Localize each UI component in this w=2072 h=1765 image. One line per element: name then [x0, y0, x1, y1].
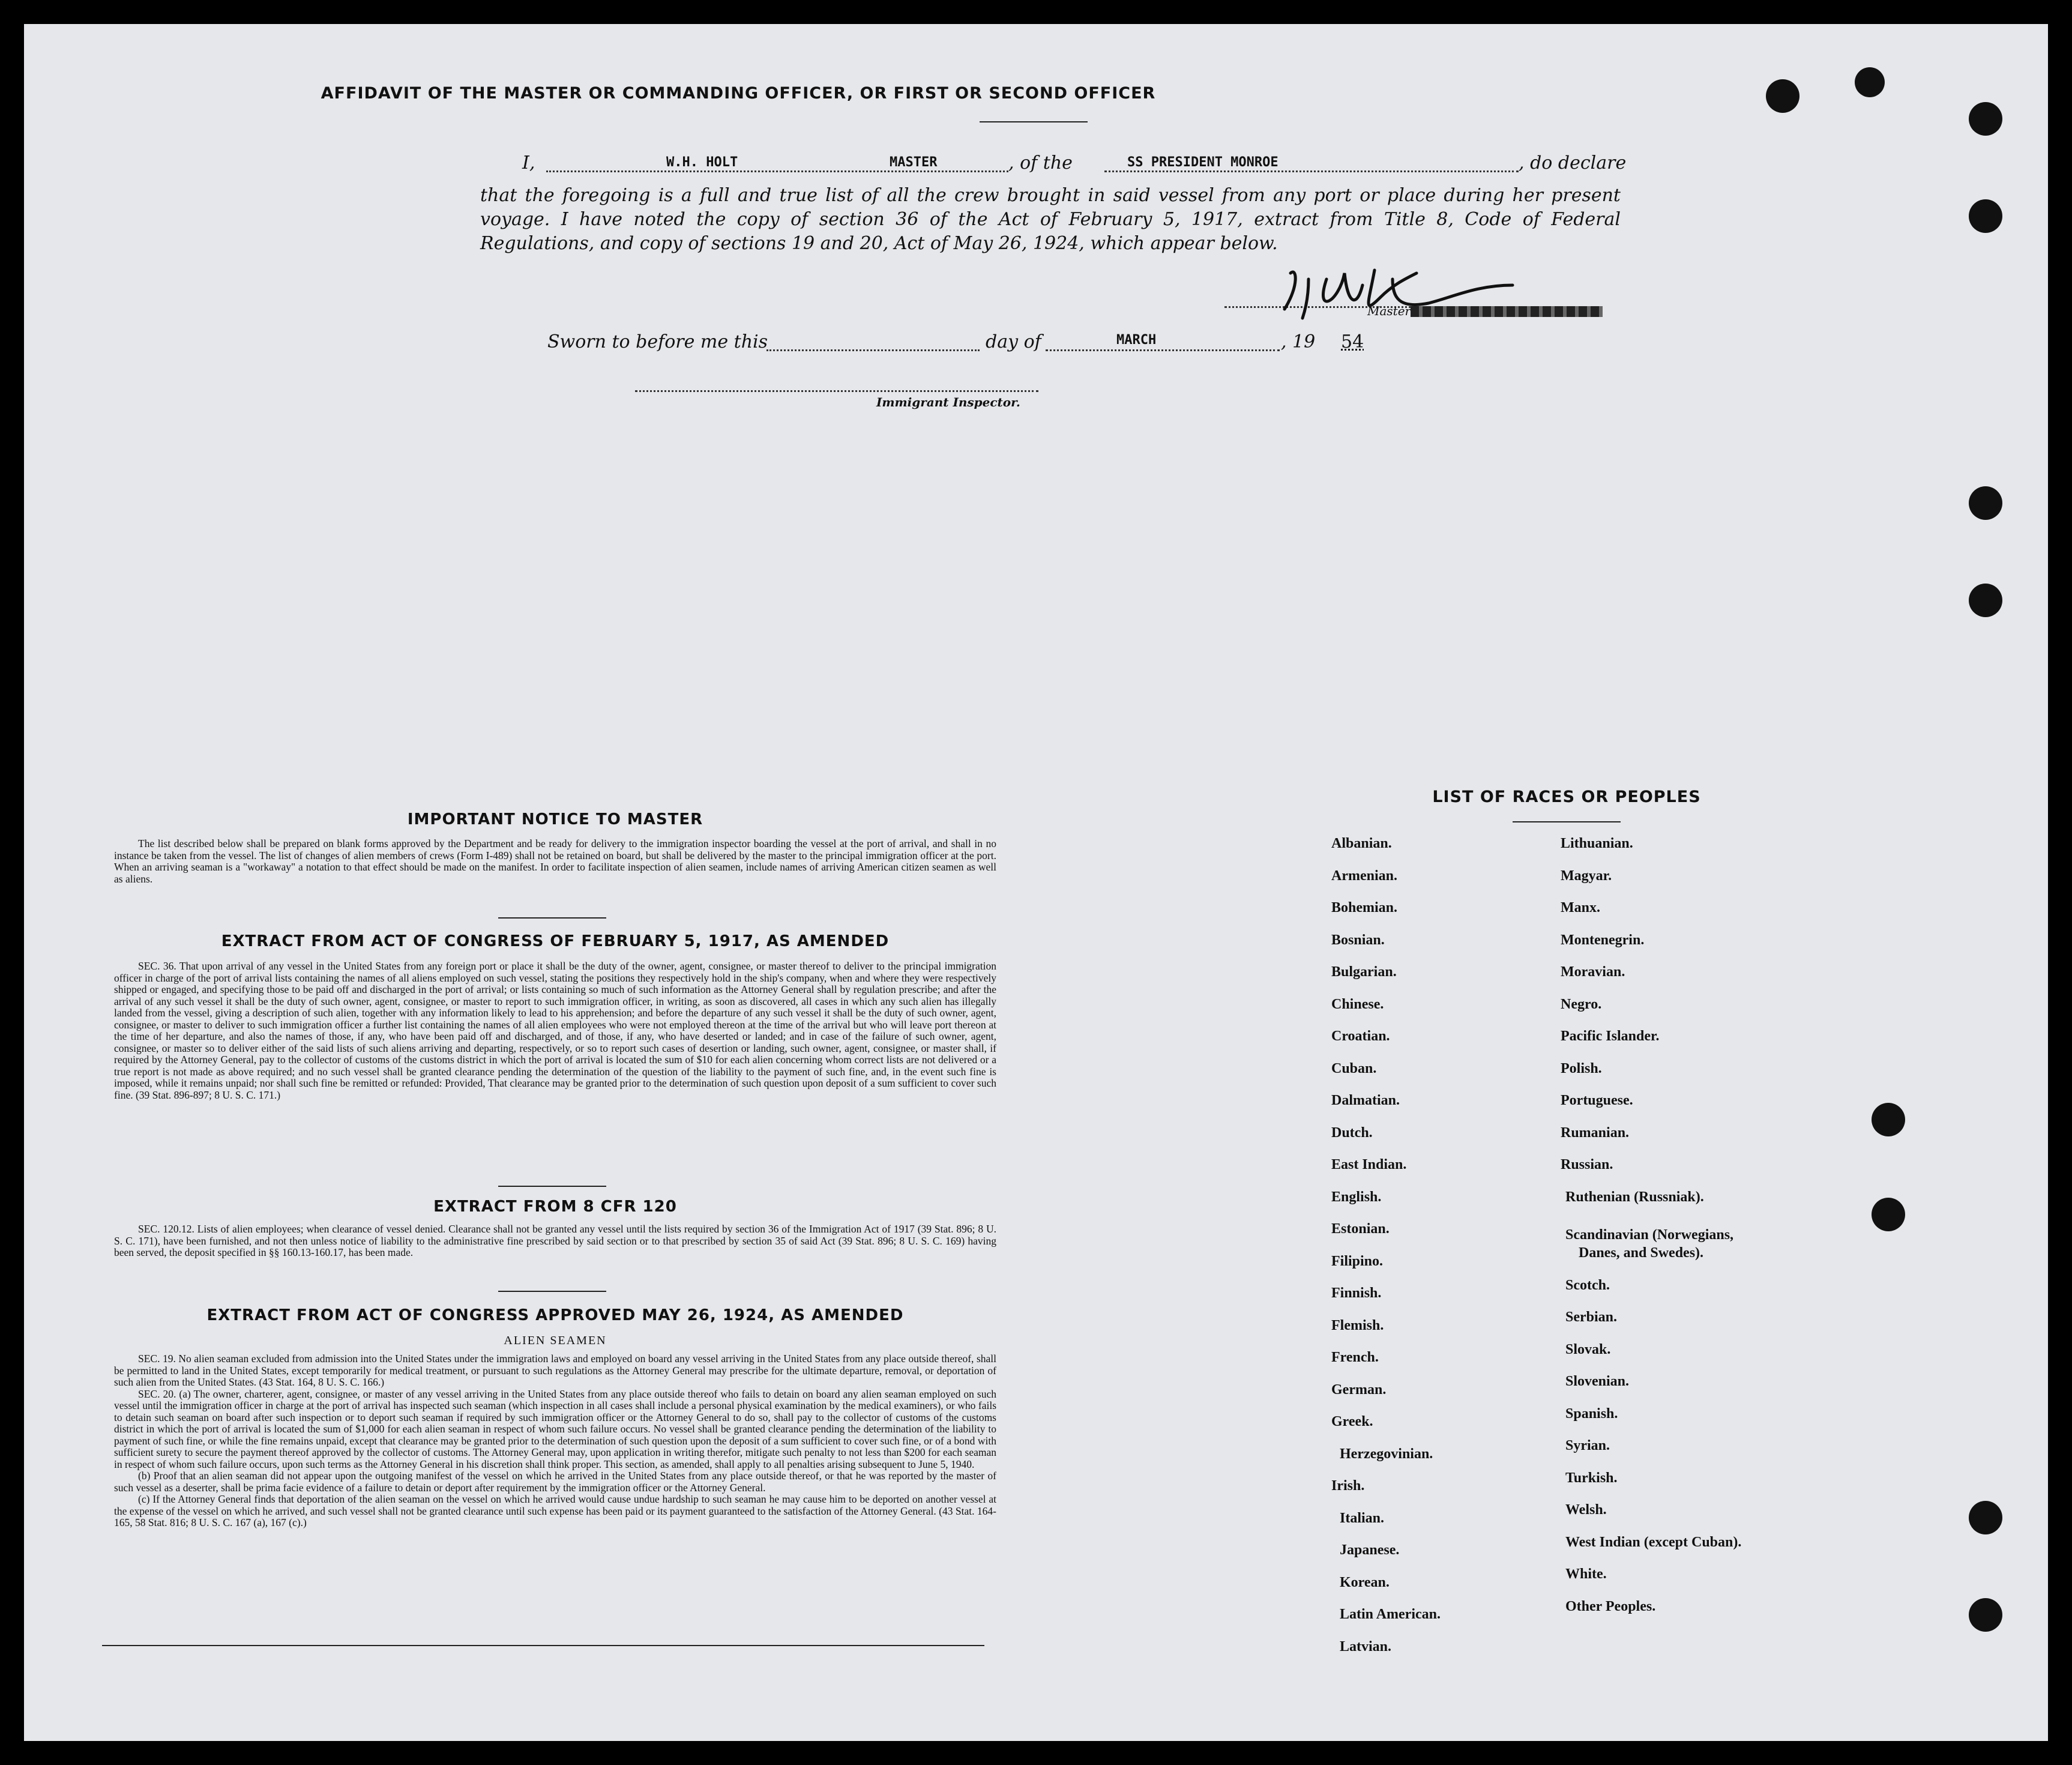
race-item: Serbian.	[1565, 1309, 1618, 1325]
race-item: Manx.	[1561, 900, 1600, 916]
day-of-label: day of	[986, 331, 1041, 352]
affidavit-title: AFFIDAVIT OF THE MASTER OR COMMANDING OFFICER, OR FIRST OR SECOND OFFICER	[321, 84, 1156, 103]
race-item: Herzegovinian.	[1340, 1446, 1433, 1462]
race-item: Latvian.	[1340, 1638, 1392, 1655]
race-item: Bulgarian.	[1331, 964, 1397, 980]
cfr-title: EXTRACT FROM 8 CFR 120	[433, 1198, 677, 1216]
race-item: Italian.	[1340, 1510, 1385, 1526]
section-rule	[498, 917, 606, 919]
race-item: Dutch.	[1331, 1124, 1373, 1141]
title-rule	[980, 121, 1088, 122]
race-item: East Indian.	[1331, 1157, 1407, 1172]
vessel-dotted-line	[1104, 170, 1519, 172]
race-item: Montenegrin.	[1561, 932, 1645, 948]
race-item: Bosnian.	[1331, 932, 1385, 948]
punch-hole	[1969, 584, 2002, 617]
race-item: Filipino.	[1331, 1253, 1384, 1269]
punch-hole	[1766, 79, 1799, 113]
race-item: Slovenian.	[1565, 1374, 1630, 1389]
race-item: Japanese.	[1340, 1542, 1400, 1558]
year-value: 54	[1341, 331, 1364, 352]
race-item: Bohemian.	[1331, 900, 1398, 916]
day-dotted-line	[766, 349, 980, 351]
punch-hole	[1969, 199, 2002, 233]
month-value: MARCH	[1116, 333, 1157, 348]
race-item: French.	[1331, 1350, 1379, 1365]
sworn-label: Sworn to before me this	[547, 331, 768, 352]
race-item: Welsh.	[1565, 1502, 1607, 1518]
extract-1924-body	[114, 1353, 996, 1529]
race-item: Portuguese.	[1561, 1093, 1633, 1108]
punch-hole	[1969, 102, 2002, 136]
race-item: Chinese.	[1331, 996, 1384, 1012]
race-item: Danes, and Swedes).	[1579, 1245, 1704, 1261]
race-item: Scotch.	[1565, 1277, 1610, 1293]
sec-20a-paragraph: SEC. 20. (a) The owner, charterer, agent, consignee, or master of any vessel arriving in the United States from any place outside thereof who fails to detain on board any alien seaman employed on such vessel until the immigration officer in charge at the port of arrival has inspected such seaman (which inspection in all cases shall include a personal physical examination by the medical examiners), or who fails to detain such seaman on board after such inspection or to deport such seaman if required by such immigration officer or the Attorney General to do so, shall pay to the collector of customs of the customs district in which the port of arrival is located the sum of $1,000 for each alien seaman in respect of whom such failure occurs. No vessel shall be granted clearance pending the determination of the liability to payment of such fine, or while the fine remains unpaid, except that clearance may be granted prior to the determination of such question upon the deposit of a sum sufficient to cover such fine, or of a bond with sufficient surety to secure the payment thereof approved by the collector of customs. The Attorney General may, upon application in writing therefor, mitigate such penalty to not less than $200 for each seaman in respect of whom such failure occurs, upon such terms as the Attorney General in his discretion shall think proper. This section, as amended, shall apply to all penalties arising subsequent to June 5, 1940.	[114, 1387, 996, 1470]
extract-1924-title: EXTRACT FROM ACT OF CONGRESS APPROVED MAY 26, 1924, AS AMENDED	[206, 1306, 904, 1324]
master-name: W.H. HOLT	[666, 155, 738, 170]
race-item: Syrian.	[1565, 1438, 1610, 1453]
of-the-label: , of the	[1008, 152, 1073, 173]
signature-caption: Master	[1367, 304, 1411, 318]
race-item: English.	[1331, 1189, 1382, 1205]
document-page	[24, 24, 2048, 1741]
bottom-rule	[102, 1645, 984, 1646]
month-dotted-line	[1046, 349, 1280, 351]
race-item: Pacific Islander.	[1561, 1028, 1660, 1044]
race-item: Polish.	[1561, 1060, 1602, 1076]
punch-hole	[1969, 486, 2002, 520]
sec-19-paragraph: SEC. 19. No alien seaman excluded from admission into the United States under the immigration laws and employed on board any vessel arriving in the United States from any place outside thereof, shall be permitted to land in the United States, except temporarily for medical treatment, or pursuant to such regulations as the Attorney General may prescribe for the ultimate departure, removal, or deportation of such alien from the United States. (43 Stat. 164, 8 U. S. C. 166.)	[114, 1353, 996, 1388]
race-item: West Indian (except Cuban).	[1565, 1534, 1742, 1550]
race-item: Spanish.	[1565, 1405, 1618, 1422]
year-prefix: , 19	[1281, 331, 1316, 352]
declaration-text: that the foregoing is a full and true list of all the crew brought in said vessel from any port or place during her present voyage. I have noted the copy of section 36 of the Act of February 5, 1917, extract from Title 8, Code of Federal Regulations, and copy of sections 19 and 20, Act of May 26, 1924, which appear below.	[480, 185, 1621, 254]
race-item: Albanian.	[1331, 836, 1392, 851]
inspector-dotted-line	[635, 390, 1038, 392]
section-rule	[498, 1291, 606, 1292]
punch-hole	[1969, 1501, 2002, 1534]
race-item: Finnish.	[1331, 1285, 1382, 1301]
race-item: Other Peoples.	[1565, 1598, 1656, 1614]
race-item: Ruthenian (Russniak).	[1565, 1189, 1704, 1205]
sworn-line	[547, 331, 1388, 355]
race-item: Lithuanian.	[1561, 836, 1633, 851]
notice-body	[114, 838, 996, 885]
race-item: Korean.	[1340, 1574, 1390, 1590]
i-label: I,	[522, 152, 535, 173]
race-item: Latin American.	[1340, 1607, 1441, 1622]
section-rule	[498, 1186, 606, 1187]
sec-36-paragraph: SEC. 36. That upon arrival of any vessel in the United States from any foreign port or place it shall be the duty of the owner, agent, consignee, or master thereof to deliver to the principal immigration officer in charge of the port of arrival lists containing the names of all aliens employed on such vessel, stating the positions they respectively hold in the ship's company, when and where they were respectively shipped or engaged, and specifying those to be paid off and discharged in the port of arrival; or lists containing so much of such information as the Attorney General shall by regulation prescribe; and after the arrival of any such vessel it shall be the duty of such owner, agent, consignee, or master to report to such immigration officer, in writing, as soon as discovered, all cases in which any such alien has illegally landed from the vessel, giving a description of such alien, together with any information likely to lead to his apprehension; and before the departure of any such vessel it shall be the duty of such owner, agent, consignee, or master to deliver to such immigration officer a further list containing the names of all alien employees who were not employed thereon at the time of the arrival but who will leave port thereon at the time of her departure, and also the names of those, if any, who have been paid off and discharged, and of those, if any, who have deserted or landed; and in case of the failure of such owner, agent, consignee, or master so to deliver either of the said lists of such aliens arriving and departing, respectively, or so to report such cases of desertion or landing, such owner, agent, consignee, or master shall, if required by the Attorney General, pay to the collector of customs of the customs district in which the port of arrival is located the sum of $10 for each alien concerning whom correct lists are not delivered or a true report is not made as above required; and no such vessel shall be granted clearance pending the determination of the question of the liability to the payment of such fine, and, in the event such fine is imposed, while it remains unpaid; nor shall such fine be remitted or refunded: Provided, That clearance may be granted prior to the determination of such question upon deposit of a sum sufficient to cover such fine. (39 Stat. 896-897; 8 U. S. C. 171.)	[114, 960, 996, 1101]
cfr-body	[114, 1223, 996, 1259]
race-item: Rumanian.	[1561, 1124, 1630, 1141]
punch-hole	[1969, 1598, 2002, 1632]
race-item: Flemish.	[1331, 1317, 1384, 1333]
declarant-line	[522, 152, 1627, 176]
notice-paragraph: The list described below shall be prepared on blank forms approved by the Department and be ready for delivery to the immigration inspector boarding the vessel at the port of arrival, and shall in no instance be taken from the vessel. The list of changes of alien members of crews (Form I-489) shall not be retained on board, but shall be delivered by the master to the principal immigration officer at the port. When an arriving seaman is a "workaway" a notation to that effect should be made on the manifest. In order to facilitate inspection of alien seamen, include names of arriving American citizen seamen as well as aliens.	[114, 837, 996, 885]
race-item: Greek.	[1331, 1414, 1373, 1429]
race-item: Cuban.	[1331, 1060, 1377, 1076]
race-item: White.	[1565, 1566, 1607, 1582]
sec-120-12-paragraph: SEC. 120.12. Lists of alien employees; when clearance of vessel denied. Clearance shall not be granted any vessel until the lists required by section 36 of the Immigration Act of 1917 (39 Stat. 896; 8 U. S. C. 171), have been furnished, and not then unless notice of liability to the administrative fine prescribed by said section or to that prescribed by section 35 of said Act (39 Stat. 896; 8 U. S. C. 169) having been served, the deposit specified in §§ 160.13-160.17, has been made.	[114, 1223, 996, 1258]
do-declare-label: , do declare	[1519, 152, 1627, 173]
race-item: Turkish.	[1565, 1470, 1618, 1486]
races-title-rule	[1513, 821, 1621, 822]
extract-1917-title: EXTRACT FROM ACT OF CONGRESS OF FEBRUARY 5, 1917, AS AMENDED	[221, 932, 890, 950]
alien-seamen-subtitle: ALIEN SEAMEN	[504, 1334, 607, 1347]
race-item: Scandinavian (Norwegians,	[1565, 1227, 1734, 1243]
race-item: Irish.	[1331, 1478, 1365, 1494]
notice-title: IMPORTANT NOTICE TO MASTER	[407, 810, 703, 828]
races-right-column	[1561, 836, 1933, 1700]
race-item: Russian.	[1561, 1157, 1613, 1172]
inspector-label: Immigrant Inspector.	[876, 395, 1020, 409]
race-item: Armenian.	[1331, 867, 1397, 884]
master-rank: MASTER	[890, 155, 938, 170]
race-item: German.	[1331, 1381, 1387, 1398]
struck-title	[1411, 306, 1603, 317]
races-title: LIST OF RACES OR PEOPLES	[1432, 788, 1701, 806]
races-left-column	[1331, 836, 1547, 1700]
race-item: Moravian.	[1561, 964, 1625, 980]
sec-20c-paragraph: (c) If the Attorney General finds that deportation of the alien seaman on the vessel on which he arrived would cause undue hardship to such seaman he may cause him to be deported on another vessel at the expense of the vessel on which he arrived, and such vessel shall not be granted clearance until such expense has been paid or its payment guaranteed to the satisfaction of the Attorney General. (43 Stat. 164-165, 58 Stat. 816; 8 U. S. C. 167 (a), 167 (c).)	[114, 1493, 996, 1528]
punch-hole	[1855, 67, 1885, 97]
race-item: Negro.	[1561, 996, 1602, 1012]
race-item: Dalmatian.	[1331, 1093, 1400, 1108]
sec-20b-paragraph: (b) Proof that an alien seaman did not appear upon the outgoing manifest of the vessel on which he arrived in the United States from any place outside thereof, or that he was reported by the master of such vessel as a deserter, shall be prima facie evidence of a failure to detain or deport after requirement by the immigration officer or the Attorney General.	[114, 1470, 996, 1494]
vessel-name: SS PRESIDENT MONROE	[1127, 155, 1278, 170]
race-item: Slovak.	[1565, 1341, 1611, 1357]
extract-1917-body	[114, 961, 996, 1101]
race-item: Croatian.	[1331, 1028, 1390, 1044]
race-item: Magyar.	[1561, 867, 1612, 884]
race-item: Estonian.	[1331, 1221, 1390, 1237]
name-dotted-line	[546, 170, 1008, 172]
